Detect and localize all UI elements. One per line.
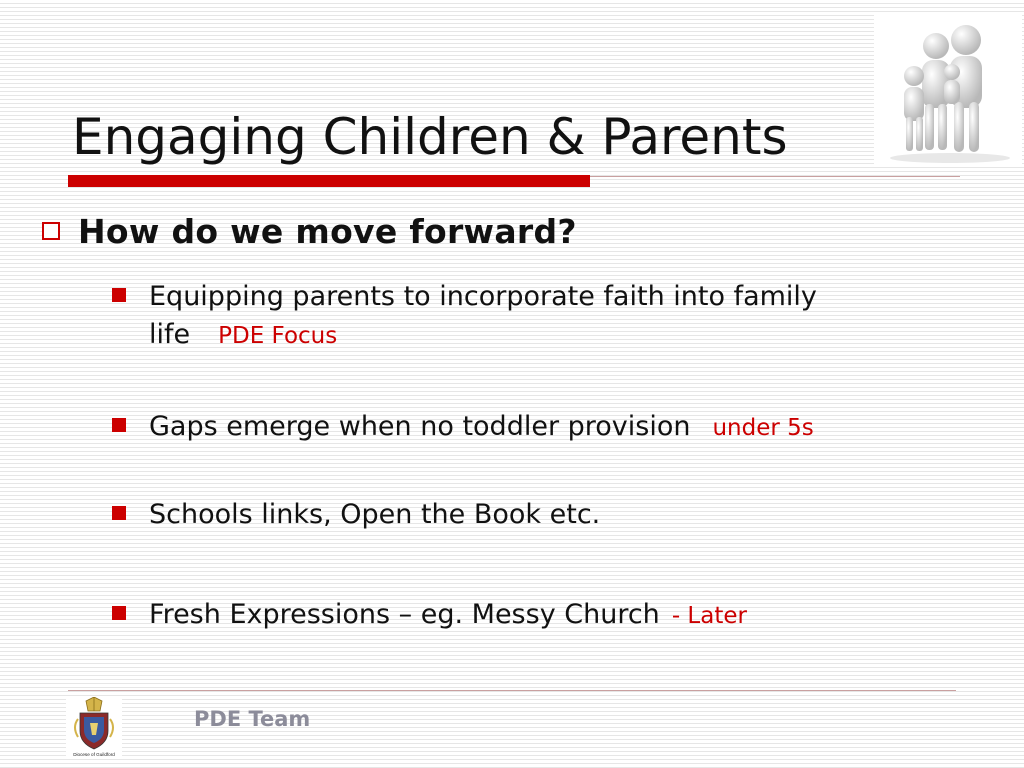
hollow-square-icon <box>42 222 60 240</box>
bullet-text: Schools links, Open the Book etc. <box>149 499 601 530</box>
bullet-note: PDE Focus <box>218 323 338 349</box>
bullet-text-continued: life PDE Focus <box>149 319 338 350</box>
bullet-note: under 5s <box>712 415 814 441</box>
title-underline-thin <box>590 176 960 177</box>
filled-square-icon <box>112 288 126 302</box>
slide-title: Engaging Children & Parents <box>72 108 788 166</box>
bullet-note: - Later <box>671 603 747 629</box>
list-item <box>112 278 817 355</box>
heading-bullet <box>42 206 577 256</box>
filled-square-icon <box>112 606 126 620</box>
family-figures-illustration <box>874 12 1022 164</box>
list-item <box>112 596 747 635</box>
filled-square-icon <box>112 506 126 520</box>
bullet-text: Fresh Expressions – eg. Messy Church <box>149 599 660 630</box>
diocese-crest-logo <box>66 697 122 759</box>
title-underline <box>68 175 590 187</box>
bullet-text: Gaps emerge when no toddler provision <box>149 411 691 442</box>
list-item <box>112 496 600 534</box>
svg-text:Diocese of Guildford: Diocese of Guildford <box>73 752 115 757</box>
bullet-text: Equipping parents to incorporate faith into family <box>149 281 817 312</box>
filled-square-icon <box>112 418 126 432</box>
heading-text: How do we move forward? <box>78 211 577 251</box>
footer-divider <box>68 690 956 691</box>
footer-text: PDE Team <box>194 707 311 731</box>
list-item <box>112 408 814 447</box>
